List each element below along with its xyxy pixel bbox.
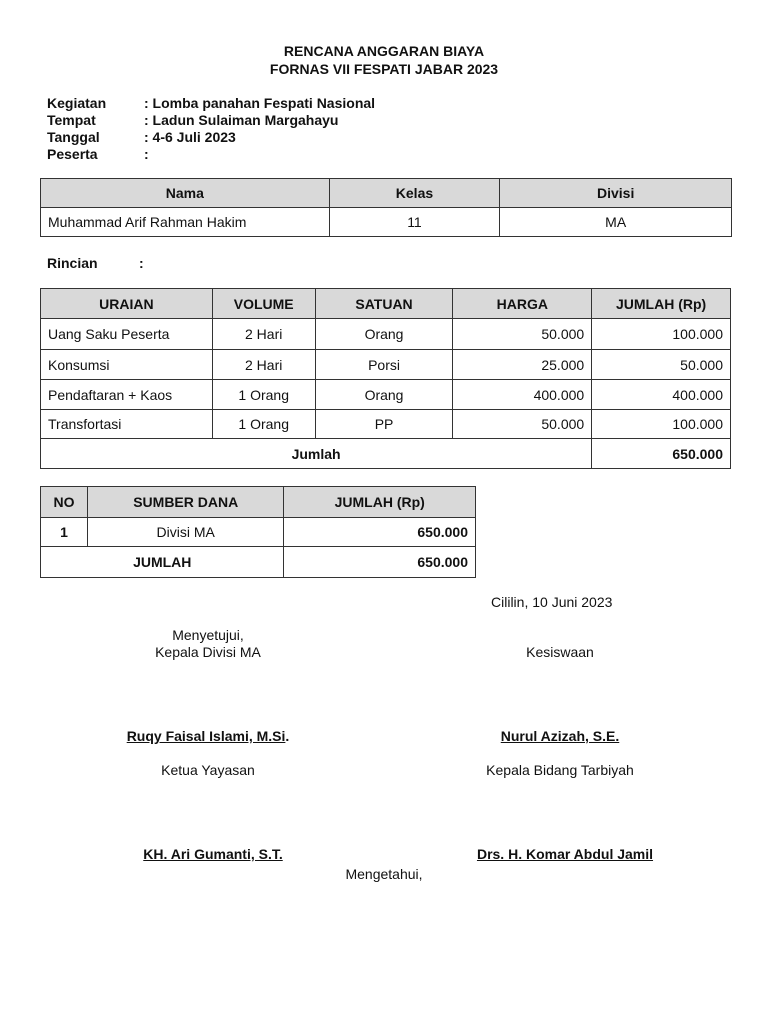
table-row <box>41 350 731 380</box>
kepala-divisi-signatory <box>88 728 328 745</box>
header-cell: JUMLAH (Rp) <box>284 487 476 518</box>
total-label: Jumlah <box>41 439 592 469</box>
table-row <box>41 319 731 350</box>
document-subtitle: FORNAS VII FESPATI JABAR 2023 <box>269 61 499 77</box>
total-label: JUMLAH <box>41 547 284 578</box>
info-key: Peserta <box>47 146 98 162</box>
cell-uraian: Pendaftaran + Kaos <box>41 380 213 410</box>
info-row-peserta <box>47 146 375 163</box>
ketua-yayasan-title: Ketua Yayasan <box>161 762 255 778</box>
peserta-kelas: 11 <box>329 208 500 237</box>
known-label: Mengetahui, <box>345 866 423 882</box>
kesiswaan-name: Nurul Azizah, S.E. <box>500 728 620 744</box>
table-header-row <box>41 487 476 518</box>
cell-uraian: Konsumsi <box>41 350 213 380</box>
cell-volume: 1 Orang <box>212 410 315 439</box>
document-title: RENCANA ANGGARAN BIAYA <box>283 43 485 59</box>
rincian-colon: : <box>139 255 144 271</box>
approve-label: Menyetujui, <box>172 627 244 643</box>
cell-jumlah: 100.000 <box>592 319 731 350</box>
cell-satuan: Orang <box>315 380 453 410</box>
kepala-divisi-title: Kepala Divisi MA <box>155 644 261 660</box>
cell-volume: 2 Hari <box>212 350 315 380</box>
cell-volume: 1 Orang <box>212 380 315 410</box>
place-date: Cililin, 10 Juni 2023 <box>491 594 613 610</box>
info-key: Kegiatan <box>47 95 107 111</box>
ketua-yayasan-name: KH. Ari Gumanti, S.T. <box>143 846 283 862</box>
cell-sumber: Divisi MA <box>87 518 284 547</box>
cell-jumlah: 100.000 <box>592 410 731 439</box>
header-cell: VOLUME <box>212 289 315 319</box>
info-value: : <box>144 146 149 162</box>
info-key: Tempat <box>47 112 96 128</box>
kepala-bidang-name: Drs. H. Komar Abdul Jamil <box>476 846 654 862</box>
cell-harga: 400.000 <box>453 380 592 410</box>
table-row <box>41 518 476 547</box>
header-cell: JUMLAH (Rp) <box>592 289 731 319</box>
cell-jumlah: 50.000 <box>592 350 731 380</box>
total-row <box>41 439 731 469</box>
cell-harga: 50.000 <box>453 319 592 350</box>
table-header-row <box>41 289 731 319</box>
cell-harga: 50.000 <box>453 410 592 439</box>
cell-jumlah: 650.000 <box>284 518 476 547</box>
cell-harga: 25.000 <box>453 350 592 380</box>
cell-volume: 2 Hari <box>212 319 315 350</box>
cell-satuan: Porsi <box>315 350 453 380</box>
header-cell: Kelas <box>329 179 500 208</box>
total-value: 650.000 <box>284 547 476 578</box>
info-value: : 4-6 Juli 2023 <box>144 129 236 145</box>
info-row-tempat <box>47 112 375 129</box>
cell-uraian: Uang Saku Peserta <box>41 319 213 350</box>
header-cell: SATUAN <box>315 289 453 319</box>
info-value: : Ladun Sulaiman Margahayu <box>144 112 339 128</box>
info-value: : Lomba panahan Fespati Nasional <box>144 95 376 111</box>
info-row-tanggal <box>47 129 375 146</box>
table-row <box>41 380 731 410</box>
kepala-bidang-signatory <box>425 846 705 863</box>
cell-no: 1 <box>41 518 88 547</box>
total-value: 650.000 <box>592 439 731 469</box>
kesiswaan-signatory <box>430 728 690 745</box>
table-row <box>41 208 732 237</box>
sumber-dana-table <box>40 486 476 578</box>
cell-satuan: Orang <box>315 319 453 350</box>
name-dot: . <box>285 728 290 744</box>
header-cell: Divisi <box>500 179 732 208</box>
cell-jumlah: 400.000 <box>592 380 731 410</box>
cell-satuan: PP <box>315 410 453 439</box>
table-header-row <box>41 179 732 208</box>
header-cell: NO <box>41 487 88 518</box>
kepala-bidang-title: Kepala Bidang Tarbiyah <box>486 762 634 778</box>
info-row-kegiatan <box>47 95 375 112</box>
header-cell: URAIAN <box>41 289 213 319</box>
peserta-table <box>40 178 732 237</box>
header-cell: Nama <box>41 179 330 208</box>
peserta-divisi: MA <box>500 208 732 237</box>
cell-uraian: Transfortasi <box>41 410 213 439</box>
table-row <box>41 410 731 439</box>
kesiswaan-title: Kesiswaan <box>526 644 594 660</box>
info-block <box>47 95 375 163</box>
peserta-name: Muhammad Arif Rahman Hakim <box>41 208 330 237</box>
rincian-table <box>40 288 731 469</box>
rincian-label: Rincian <box>47 255 98 271</box>
total-row <box>41 547 476 578</box>
info-key: Tanggal <box>47 129 100 145</box>
kepala-divisi-name: Ruqy Faisal Islami, M.Si <box>126 728 286 744</box>
header-cell: HARGA <box>453 289 592 319</box>
header-cell: SUMBER DANA <box>87 487 284 518</box>
ketua-yayasan-signatory <box>88 846 338 863</box>
